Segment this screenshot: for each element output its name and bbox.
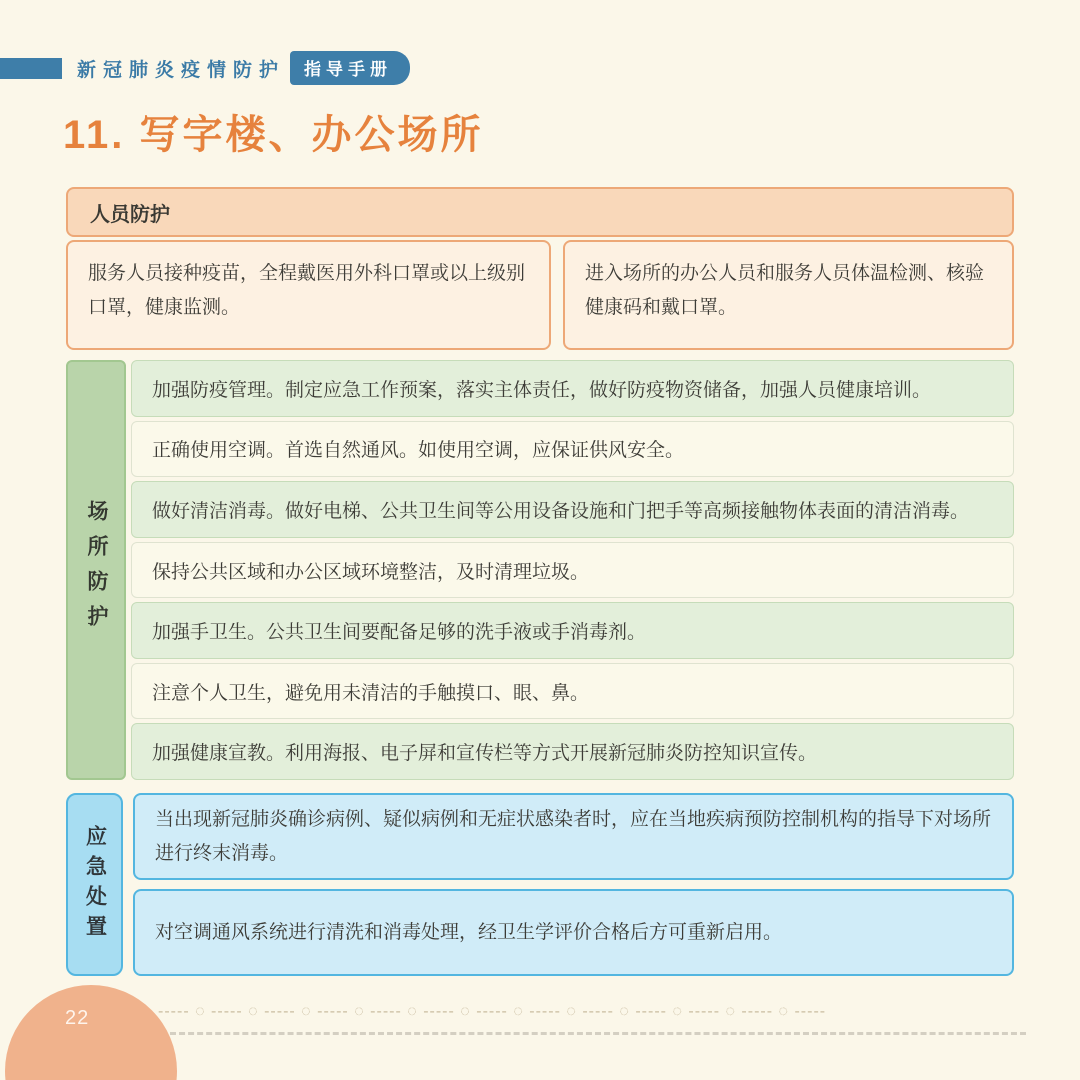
emergency-row: 对空调通风系统进行清洗和消毒处理，经卫生学评价合格后方可重新启用。 xyxy=(133,889,1014,976)
emergency-rows xyxy=(133,793,1014,976)
venue-row: 加强健康宣教。利用海报、电子屏和宣传栏等方式开展新冠肺炎防控知识宣传。 xyxy=(131,723,1014,780)
venue-row: 注意个人卫生，避免用未清洁的手触摸口、眼、鼻。 xyxy=(131,663,1014,720)
venue-row: 加强防疫管理。制定应急工作预案，落实主体责任，做好防疫物资储备，加强人员健康培训。 xyxy=(131,360,1014,417)
page-number: 22 xyxy=(65,1007,90,1029)
venue-label-text: 场所防护 xyxy=(85,500,108,640)
footer-divider-ornament: ----- ◌ ----- ◌ ----- ◌ ----- ◌ ----- ◌ ----- ◌ ----- ◌ ----- ◌ ----- ◌ ----- ◌ ----- ◌ ----- ◌ ----- xyxy=(158,1003,827,1020)
emergency-row: 当出现新冠肺炎确诊病例、疑似病例和无症状感染者时，应在当地疾病预防控制机构的指导下对场所进行终末消毒。 xyxy=(133,793,1014,880)
section-venue xyxy=(66,360,1014,780)
venue-row: 做好清洁消毒。做好电梯、公共卫生间等公用设备设施和门把手等高频接触物体表面的清洁消毒。 xyxy=(131,481,1014,538)
venue-row: 正确使用空调。首选自然通风。如使用空调，应保证供风安全。 xyxy=(131,421,1014,478)
personnel-card-2: 进入场所的办公人员和服务人员体温检测、核验健康码和戴口罩。 xyxy=(563,240,1014,350)
header-accent-bar xyxy=(0,58,62,79)
section-emergency xyxy=(66,793,1014,976)
personnel-cards xyxy=(66,240,1014,350)
page-number-circle xyxy=(5,985,177,1080)
emergency-label xyxy=(66,793,123,976)
venue-rows xyxy=(131,360,1014,780)
section-personnel-header: 人员防护 xyxy=(66,187,1014,237)
brand-title: 新冠肺炎疫情防护 xyxy=(77,59,286,81)
venue-label xyxy=(66,360,126,780)
page-title: 11. 写字楼、办公场所 xyxy=(63,113,484,157)
page-header xyxy=(0,53,410,83)
personnel-card-1: 服务人员接种疫苗，全程戴医用外科口罩或以上级别口罩，健康监测。 xyxy=(66,240,551,350)
venue-row: 保持公共区域和办公区域环境整洁，及时清理垃圾。 xyxy=(131,542,1014,599)
emergency-label-text: 应急处置 xyxy=(83,824,107,945)
header-badge: 指导手册 xyxy=(290,51,410,85)
footer-divider-shadow xyxy=(170,1032,1026,1035)
venue-row: 加强手卫生。公共卫生间要配备足够的洗手液或手消毒剂。 xyxy=(131,602,1014,659)
